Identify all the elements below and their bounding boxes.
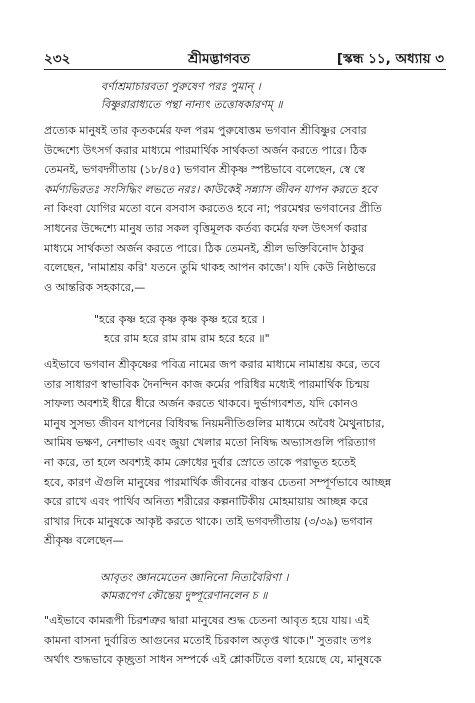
text-line: শ্রীকৃষ্ণ বলেছেন— bbox=[44, 534, 124, 548]
text-line: সাধনের উদ্দেশ্যে মানুষ তার সকল বৃত্তিমূলক কর্তব্য কর্মের ফল উৎসর্গ করার bbox=[44, 221, 368, 235]
header-rule bbox=[44, 69, 446, 70]
text-line: মানুষ সুসভ্য জীবন যাপনের বিধিবদ্ধ নিয়মনীতিগুলির মাধ্যমে অবৈধ মৈথুনাচার, bbox=[44, 416, 385, 430]
mahamantra bbox=[0, 311, 475, 349]
text-line: এইভাবে ভগবান শ্রীকৃষ্ণের পবিত্র নামের জপ করার মাধ্যমে নামাশ্রয় করে, তবে bbox=[44, 358, 381, 371]
text-line: "এইভাবে কামরূপী চিরশত্রুর দ্বারা মানুষের শুদ্ধ চেতনা আবৃত হয়ে যায়। এই bbox=[44, 614, 369, 627]
verse-line: কামরূপেণ কৌন্তেয় দুষ্পূরেণানলেন চ ॥ bbox=[100, 588, 268, 602]
text-line: করে রাখে এবং পার্থিব অনিত্য শরীরের কল্পনাটিকীয় মোহমায়ায় আচ্ছন্ন করে bbox=[44, 495, 369, 509]
mantra-line: হরে রাম হরে রাম রাম রাম হরে হরে ॥" bbox=[104, 331, 270, 345]
verse-line: আবৃতং জ্ঞানমেতেন জ্ঞানিনো নিত্যবৈরিণা । bbox=[100, 571, 289, 584]
mantra-line: "হরে কৃষ্ণ হরে কৃষ্ণ কৃষ্ণ কৃষ্ণ হরে হরে । bbox=[94, 313, 265, 326]
text-line: সাফল্য অবশ্যই ধীরে ধীরে অর্জন করতে থাকবে। দুর্ভাগ্যবশত, যদি কোনও bbox=[44, 397, 359, 411]
text-line: হবে, কারণ ঐগুলি মানুষের পারমার্থিক জীবনের বাস্তব চেতনা সম্পূর্ণভাবে আচ্ছন্ন bbox=[44, 475, 392, 489]
text-line: তার সাধারণ স্বাভাবিক দৈনন্দিন কাজ কর্মের পরিধির মধ্যেই পারমার্থিক চিন্ময় bbox=[44, 377, 370, 391]
sanskrit-verse bbox=[0, 78, 475, 113]
text-line: কর্মণ্যভিরতঃ সংসিদ্ধিং লভতে নরঃ। কাউকেই সন্ন্যাস জীবন যাপন করতে হবে bbox=[44, 182, 377, 196]
book-title: শ্রীমদ্ভাগবত bbox=[188, 51, 250, 67]
page-number: ২৩২ bbox=[44, 51, 71, 67]
text-line: আমিষ ভক্ষণ, নেশাভাং এবং জুয়া খেলার মতো নিষিদ্ধ অভ্যাসগুলি পরিত্যাগ bbox=[44, 436, 376, 450]
paragraph bbox=[44, 611, 448, 670]
page-header bbox=[44, 48, 444, 70]
sanskrit-verse bbox=[0, 569, 475, 604]
text-line: না কিংবা যোগির মতো বনে বসবাস করতেও হবে না; পরমেশ্বর ভগবানের প্রীতি bbox=[44, 202, 382, 216]
paragraph bbox=[44, 355, 448, 551]
text-line: কামনা বাসনা দুর্বারিত আগুনের মতোই চিরকাল অতৃপ্ত থাকে।" সুতরাং তপঃ bbox=[44, 633, 372, 647]
text-line: উদ্দেশ্যে উৎসর্গ করার মাধ্যমে পারমার্থিক সার্থকতা অর্জন করতে পারে। ঠিক bbox=[44, 143, 367, 157]
verse-line: বিষ্ণুরারাধ্যতে পন্থা নান্যৎ তত্তোষকারণম্ ॥ bbox=[101, 97, 283, 111]
text-line: রাখার দিকে মানুষকে আকৃষ্ট করতে থাকে। তাই ভগবদ্গীতায় (৩/৩৯) ভগবান bbox=[44, 514, 373, 528]
text-line: প্রত্যেক মানুষই তার কৃতকর্মের ফল পরম পুরুষোত্তম ভগবান শ্রীবিষ্ণুর সেবার bbox=[44, 124, 367, 137]
paragraph bbox=[44, 121, 448, 297]
text-line: মাধ্যমে সার্থকতা অর্জন করতে পারে। ঠিক তেমনই, শ্রীল ভক্তিবিনোদ ঠাকুর bbox=[44, 241, 364, 255]
text-line: ও আন্তরিক সহকারে,— bbox=[44, 280, 146, 294]
text-line: অর্থাৎ শুদ্ধভাবে কৃচ্ছ্রতা সাধন সম্পর্কে এই শ্লোকটিতে বলা হয়েছে যে, মানুষকে bbox=[44, 653, 382, 667]
verse-line: বর্ণাশ্রমাচারবতা পুরুষেণ পরঃ পুমান্ । bbox=[101, 80, 261, 93]
text-line: বলেছেন, 'নামাশ্রয় করি' যতনে তুমি থাকহ আপন কাজে'। যদি কেউ নিষ্ঠাভরে bbox=[44, 261, 376, 275]
chapter-reference: [স্কন্ধ ১১, অধ্যায় ৩ bbox=[336, 51, 444, 67]
text-line: তেমনই, ভগবদ্গীতায় (১৮/৪৫) ভগবান শ্রীকৃষ্ণ স্পষ্টভাবে বলেছেন, স্বে স্বে bbox=[44, 163, 365, 177]
text-line: না করে, তা হলে অবশ্যই কাম ক্রোধের দুর্বার স্রোতে তাকে পরাভূত হতেই bbox=[44, 455, 356, 469]
